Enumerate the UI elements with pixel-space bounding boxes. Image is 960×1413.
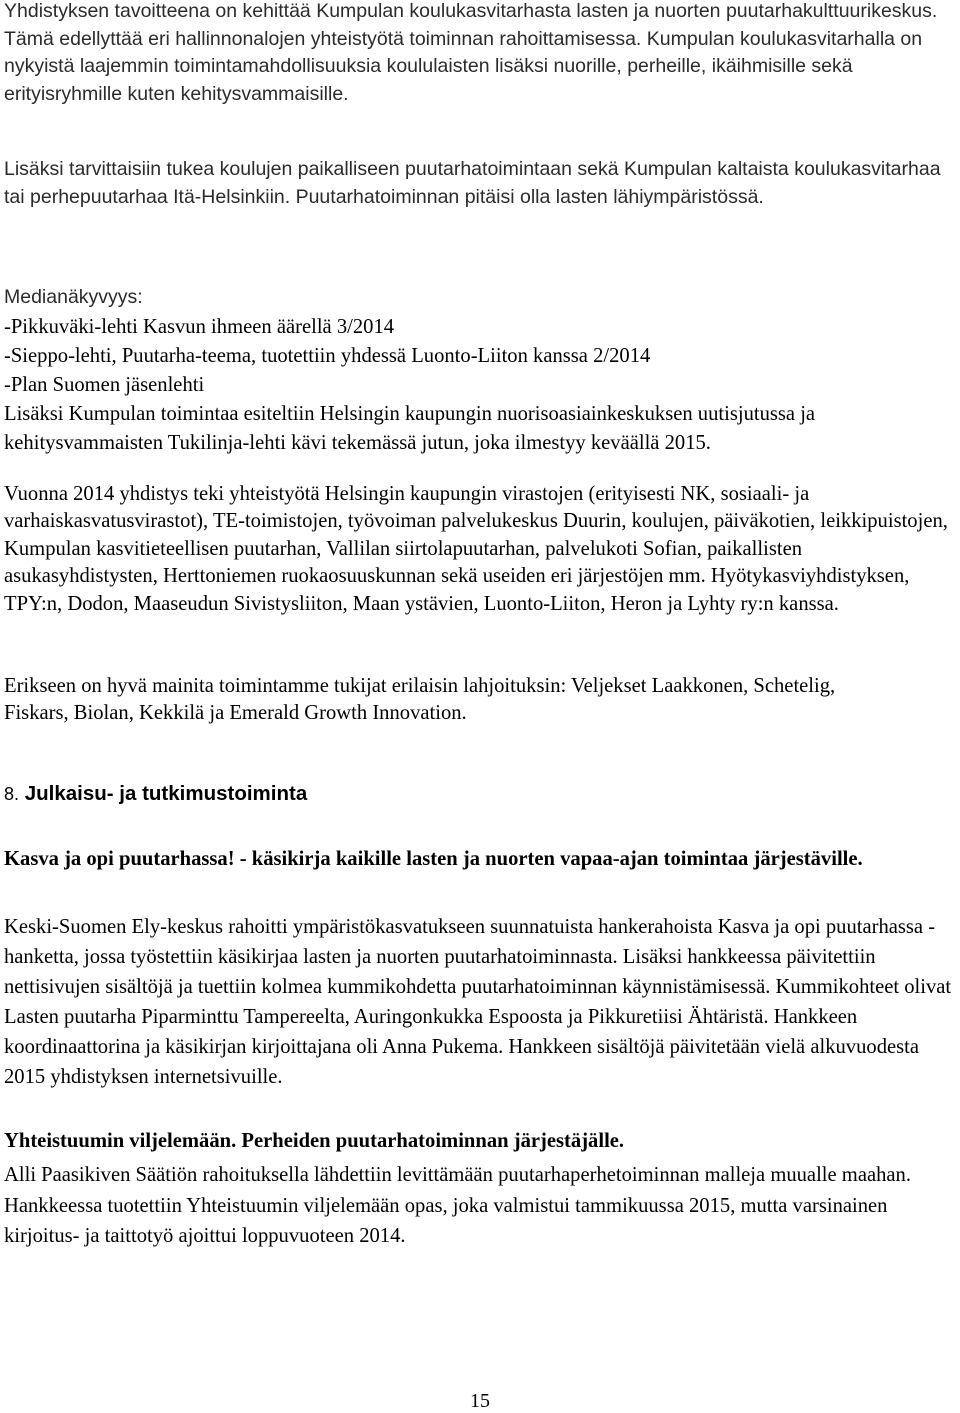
page-number: 15 — [470, 1390, 490, 1412]
media-item: -Sieppo-lehti, Puutarha-teema, tuotettiin yhdessä Luonto-Liiton kanssa 2/2014 — [4, 344, 651, 367]
support-paragraph: Lisäksi tarvittaisiin tukea koulujen paikalliseen puutarhatoimintaan sekä Kumpulan kaltaista koulukasvitarhaa tai perhepuutarhaa Itä-Helsinkiin. Puutarhatoiminnan pitäisi olla lasten lähiympäristössä. — [4, 158, 941, 208]
media-visibility-section — [4, 284, 954, 458]
section-title: Julkaisu- ja tutkimustoiminta — [24, 782, 308, 805]
section-number: 8. — [4, 784, 20, 804]
media-note: Lisäksi Kumpulan toimintaa esiteltiin Helsingin kaupungin nuorisoasiainkeskuksen uutisjutussa ja kehitysvammaisten Tukilinja-lehti kävi tekemässä jutun, joka ilmestyy keväällä 2015. — [4, 402, 816, 454]
subsection-body: Alli Paasikiven Säätiön rahoituksella lähdettiin levittämään puutarhaperhetoiminnan malleja muualle maahan. Hankkeessa tuotettiin Yhteistuumin viljelemään opas, joka valmistui tammikuussa 2015, mutta varsinainen kirjoitus- ja taittotyö ajoittui loppuvuoteen 2014. — [4, 1164, 911, 1247]
media-item: -Pikkuväki-lehti Kasvun ihmeen äärellä 3/2014 — [4, 315, 395, 338]
sponsors-paragraph: Erikseen on hyvä mainita toimintamme tukijat erilaisin lahjoituksin: Veljekset Laakkonen, Schetelig, Fiskars, Biolan, Kekkilä ja Emerald Growth Innovation. — [4, 675, 836, 725]
subsection-body: Keski-Suomen Ely-keskus rahoitti ympäristökasvatukseen suunnatuista hankerahoista Kasva ja opi puutarhassa -hanketta, jossa työstettiin käsikirjaa lasten ja nuorten puutarhatoiminnasta. Lisäksi hankkeessa päivitettiin nettisivujen sisältöjä ja tuettiin kolmea kummikohdetta puutarhatoiminnan käynnistämisessä. Kummikohteet olivat Lasten puutarha Piparminttu Tampereelta, Auringonkukka Espoosta ja Pikkuretiisi Ähtäristä. Hankkeen koordinaattorina ja käsikirjan kirjoittajana oli Anna Pukema. Hankkeen sisältöjä päivitetään vielä alkuvuodesta 2015 yhdistyksen internetsivuille. — [4, 916, 952, 1088]
cooperation-paragraph: Vuonna 2014 yhdistys teki yhteistyötä Helsingin kaupungin virastojen (erityisesti NK, sosiaali- ja varhaiskasvatusvirastot), TE-toimistojen, työvoiman palvelukeskus Duurin, koulujen, päiväkotien, leikkipuistojen, Kumpulan kasvitieteellisen puutarhan, Vallilan siirtolapuutarhan, palvelukoti Sofian, paikallisten asukasyhdistysten, Herttoniemen ruokaosuuskunnan sekä useiden eri järjestöjen mm. Hyötykasviyhdistyksen, TPY:n, Dodon, Maaseudun Sivistysliiton, Maan ystävien, Luonto-Liiton, Heron ja Lyhty ry:n kanssa. — [4, 483, 948, 615]
section-heading — [4, 780, 954, 808]
intro-paragraph: Yhdistyksen tavoitteena on kehittää Kumpulan koulukasvitarhasta lasten ja nuorten puutarhakulttuurikeskus. Tämä edellyttää eri hallinnonalojen yhteistyötä toiminnan rahoittamisessa. Kumpulan koulukasvitarhalla on nykyistä laajemmin toimintamahdollisuuksia koululaisten lisäksi nuorille, perheille, ikäihmisille sekä erityisryhmille kuten kehitysvammaisille. — [4, 0, 938, 106]
subsection-title: Kasva ja opi puutarhassa! - käsikirja kaikille lasten ja nuorten vapaa-ajan toimintaa järjestäville. — [4, 848, 863, 870]
media-heading: Medianäkyvyys: — [4, 286, 143, 308]
subsection-title: Yhteistuumin viljelemään. Perheiden puutarhatoiminnan järjestäjälle. — [4, 1130, 625, 1152]
media-item: -Plan Suomen jäsenlehti — [4, 373, 205, 396]
